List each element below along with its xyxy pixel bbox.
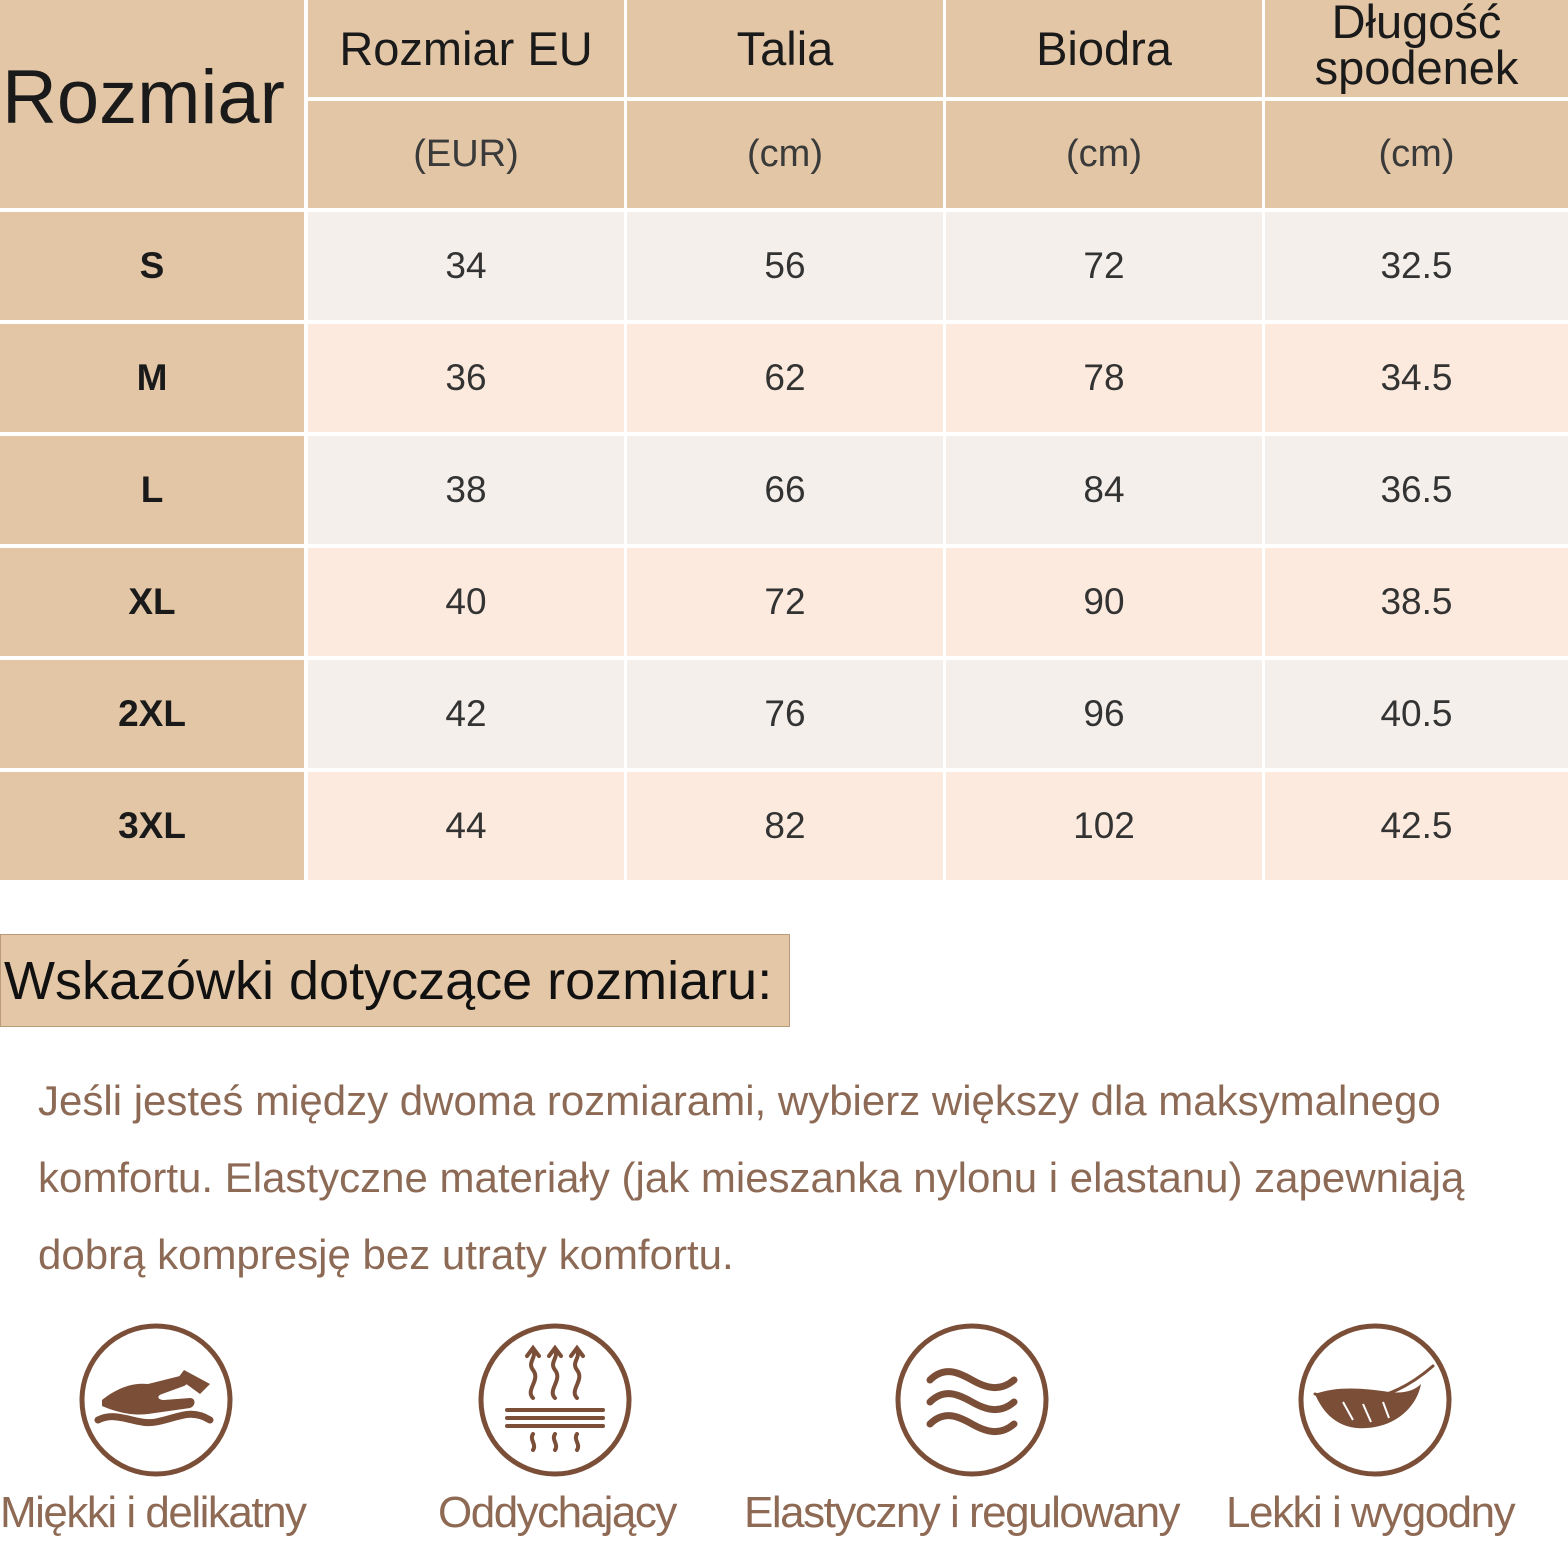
table-cell: 96 [946,660,1262,768]
corner-label: Rozmiar [2,54,285,140]
size-tips-text: Jeśli jesteś między dwoma rozmiarami, wybierz większy dla maksymalnego komfortu. Elastyczne materiały (jak mieszanka nylonu i elastanu) zapewniają dobrą kompresję bez utraty komfortu. [38,1077,1465,1278]
table-cell: 42 [308,660,624,768]
table-cell: 32.5 [1265,212,1568,320]
feather-icon [1297,1322,1453,1478]
table-cell: 40 [308,548,624,656]
breathable-heat-icon [477,1322,633,1478]
table-cell: 76 [627,660,943,768]
size-tips-title: Wskazówki dotyczące rozmiaru: [4,950,773,1011]
column-header-unit: (EUR) [308,101,624,208]
feature-light [1297,1322,1453,1478]
hand-softness-icon [78,1322,234,1478]
table-corner-header [0,0,304,208]
stretch-waves-icon [894,1322,1050,1478]
feature-label-light: Lekki i wygodny [1226,1488,1515,1537]
column-header-title: Długość spodenek [1265,0,1568,97]
table-cell: 56 [627,212,943,320]
table-cell: 36.5 [1265,436,1568,544]
column-header-unit: (cm) [1265,101,1568,208]
table-cell: 38.5 [1265,548,1568,656]
table-cell: 36 [308,324,624,432]
row-size-label: 3XL [0,772,304,880]
column-header-title: Rozmiar EU [308,0,624,97]
table-cell: 82 [627,772,943,880]
table-cell: 84 [946,436,1262,544]
table-cell: 90 [946,548,1262,656]
table-cell: 62 [627,324,943,432]
row-size-label: 2XL [0,660,304,768]
table-cell: 42.5 [1265,772,1568,880]
feature-breathable [477,1322,633,1478]
table-cell: 66 [627,436,943,544]
table-cell: 102 [946,772,1262,880]
feature-elastic [894,1322,1050,1478]
column-header-unit: (cm) [946,101,1262,208]
table-cell: 34 [308,212,624,320]
size-tips-heading [0,934,790,1027]
table-cell: 72 [627,548,943,656]
table-cell: 78 [946,324,1262,432]
column-header-unit: (cm) [627,101,943,208]
row-size-label: L [0,436,304,544]
column-header-title: Talia [627,0,943,97]
table-cell: 38 [308,436,624,544]
table-cell: 40.5 [1265,660,1568,768]
feature-label-elastic: Elastyczny i regulowany [744,1488,1180,1537]
feature-label-soft: Miękki i delikatny [0,1488,306,1537]
table-cell: 44 [308,772,624,880]
table-cell: 72 [946,212,1262,320]
column-header-title: Biodra [946,0,1262,97]
row-size-label: M [0,324,304,432]
feature-label-breathable: Oddychający [438,1488,676,1537]
feature-soft [78,1322,234,1478]
row-size-label: S [0,212,304,320]
row-size-label: XL [0,548,304,656]
table-cell: 34.5 [1265,324,1568,432]
